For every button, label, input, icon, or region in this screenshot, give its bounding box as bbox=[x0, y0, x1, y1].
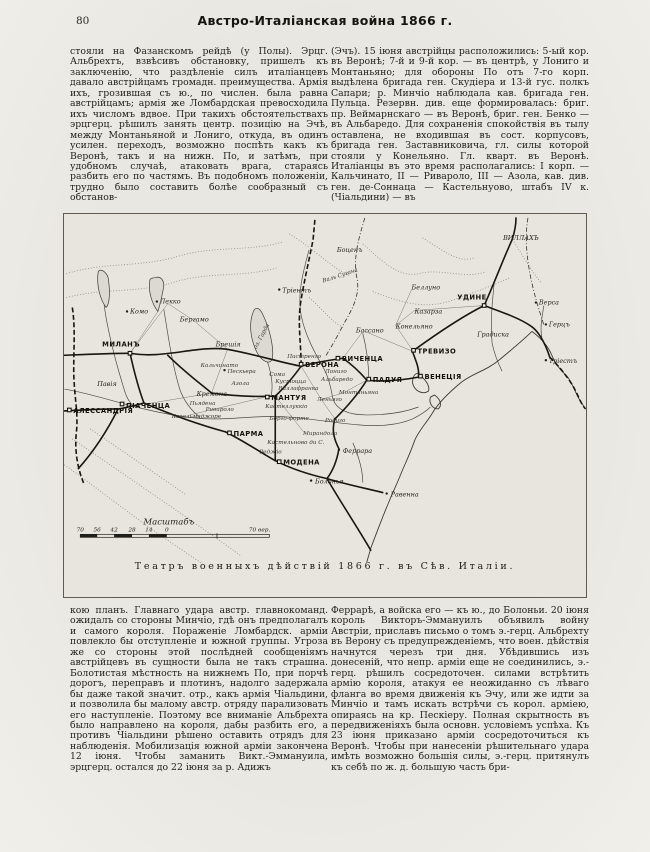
town-marker bbox=[338, 449, 340, 451]
city-marker bbox=[120, 402, 124, 406]
map-label: Беллуно bbox=[411, 283, 441, 292]
city-marker bbox=[367, 377, 371, 381]
map-label: Лониго bbox=[325, 369, 347, 376]
map-label: Леньяго bbox=[317, 397, 342, 404]
map-scale-title: Масштабъ bbox=[143, 517, 195, 528]
map-label: ПАРМА bbox=[233, 429, 264, 438]
town-marker bbox=[535, 301, 537, 303]
map-label: Реджіо bbox=[259, 449, 282, 456]
map-label: Монтаньяна bbox=[338, 390, 379, 397]
map-label: ВИЧЕНЦА bbox=[341, 355, 384, 364]
map-label: Кастеллуккіо bbox=[265, 403, 308, 410]
map-label: Мирандола bbox=[303, 430, 338, 437]
map-label: ВЕРОНА bbox=[305, 361, 340, 370]
map-label: Боценъ bbox=[336, 245, 363, 254]
map-scale-tick: 14 bbox=[145, 527, 153, 534]
town-marker bbox=[310, 479, 312, 481]
map-label: Тріентъ bbox=[282, 286, 312, 295]
town-marker bbox=[156, 300, 158, 302]
map-figure bbox=[63, 213, 587, 598]
map-label: Борго-форте bbox=[269, 415, 309, 422]
page-number: 80 bbox=[76, 15, 90, 27]
map-label: Кастельново ди С. bbox=[267, 439, 325, 446]
city-marker bbox=[419, 374, 423, 378]
map-label: ТРЕВИЗО bbox=[417, 347, 457, 356]
map-scale-tick: 28 bbox=[128, 527, 136, 534]
map-label: Герцъ bbox=[548, 320, 570, 329]
bottom-left-text-column: кою планъ. Главнаго удара австр. главнокоманд. ожидалъ со стороны Минчіо, гдѣ онъ предполагалъ и самого короля. Пораженіе Ломбардск. арміи повлекло бы отступленіе и южной группы. Угроза же со стороны этой послѣдней сообщеніямъ австрійцевъ въ сущности была не такъ страшна. Болотистая мѣстность на нижнемъ По, при порчѣ дорогъ, переправъ и плотинъ, надолго задержала бы даже такой значит. отр., какъ армія Чіальдини, и позволила бы малому австр. отряду парализовать его наступленіе. Поэтому все вниманіе Альбрехта было направлено на короля, дабы разбить его, а противъ Чіальдини рѣшено оставить отрядъ для наблюденія. Мобилизація южной арміи закончена 12 іюня. Чтобы заманить Викт.-Эммануила, эрцгерц. остался до 22 іюня за р. Адижъ bbox=[70, 606, 328, 773]
bottom-right-text-column: Феррарѣ, а войска его — къ ю., до Болоньи. 20 іюня король Викторъ-Эммануилъ объявилъ войну Австріи, приславъ письмо о томъ э.-герц. Альбрехту въ Верону съ предупрежденіемъ, что воен. дѣйствія начнутся черезъ три дня. Убѣдившись изъ донесеній, что непр. арміи еще не соединились, э.-герц. рѣшилъ сосредоточен. силами встрѣтить армію короля, атакуя ее неожиданно съ лѣваго фланга во время движенія къ Эчу, или же идти за Минчіо и тамъ искать встрѣчи съ корол. арміею, опираясь на кр. Пескіеру. Полная скрытность въ передвиженіяхъ была основн. условіемъ успѣха. Къ 23 іюня приказано арміи сосредоточиться къ Веронѣ. Чтобы при нанесеніи рѣшительнаго удара имѣть возможно большія силы, э.-герц. притянулъ къ себѣ по ж. д. большую часть бри- bbox=[331, 606, 589, 773]
map-label: УДИНЕ bbox=[457, 293, 487, 302]
town-marker bbox=[278, 288, 280, 290]
map-label: Кустоцца bbox=[275, 379, 307, 386]
page-title: Австро-Италіанская война 1866 г. bbox=[197, 13, 453, 28]
map-label: Феррара bbox=[342, 446, 373, 455]
top-right-text-column: (Эчъ). 15 іюня австрійцы расположились: 5-ый кор. въ Веронѣ; 7-й и 9-й кор. — въ центрѣ, у Лониго и Монтаньяно; для обороны По отъ 7-го корп. выдѣлена бригада ген. Скудіера и 13-й гус. полкъ Сапари; р. Минчіо наблюдала кав. бригада ген. Пульца. Резервн. див. еще формировалась: бриг. пр. Веймарнскаго — въ Веронѣ, бриг. ген. Бенко — въ Альбаредо. Для сохраненія спокойствія въ тылу оставлена, не входившая въ сост. корпусовъ, бригада ген. Заставниковича, гл. силы которой стояли у Конельяно. Гл. кварт. въ Веронѣ. Италіанцы въ это время располагались: I корп. — Кальчинато, II — Ривароло, III — Азола, кав. див. ген. де-Соннаца — Кастельнуово, штабъ IV к. (Чіальдини) — въ bbox=[331, 47, 589, 204]
map-label: Альбаредо bbox=[321, 377, 353, 384]
map-label: Казарза bbox=[414, 307, 443, 316]
map-label: Кремона bbox=[196, 390, 227, 399]
map-scale-unit: 70 вер. bbox=[248, 527, 271, 534]
town-marker bbox=[545, 323, 547, 325]
map-label: ВЕНЕЦІЯ bbox=[424, 373, 462, 382]
map-label: Равенна bbox=[390, 490, 419, 499]
map-scale-tick: 56 bbox=[93, 527, 101, 534]
map-graphic bbox=[64, 214, 586, 597]
town-marker bbox=[223, 369, 225, 371]
map-label: Брешія bbox=[215, 340, 241, 349]
map-label: ВИЛЛАХЪ bbox=[503, 233, 539, 242]
city-marker bbox=[128, 351, 132, 355]
map-label: ПАДУЯ bbox=[372, 376, 403, 385]
city-marker bbox=[482, 304, 486, 308]
town-marker bbox=[126, 310, 128, 312]
map-label: Лекко bbox=[159, 297, 181, 306]
map-scale-tick: 0 bbox=[164, 527, 169, 534]
scale-bar bbox=[80, 533, 269, 538]
city-marker bbox=[336, 356, 340, 360]
coastline bbox=[367, 331, 586, 562]
city-marker bbox=[412, 348, 416, 352]
map-label: АЛЕССАНДРІЯ bbox=[73, 406, 134, 415]
map-label: Пастренго bbox=[287, 354, 321, 361]
map-label: МОДЕНА bbox=[283, 458, 320, 467]
map-label: Болонья bbox=[315, 477, 344, 486]
city-marker bbox=[277, 460, 281, 464]
top-left-text-column: стояли на Фазанскомъ рейдѣ (у Полы). Эрцг. Альбрехтъ, взвѣсивъ обстановку, пришелъ къ заключенію, что раздѣленіе силъ италіанцевъ давало австрійцамъ громадн. преимущества. Армія ихъ, грозившая съ ю., по числен. была равна австрійцамъ; армія же Ломбардская превосходила ихъ числомъ вдвое. При такихъ обстоятельствахъ эрцгерц. рѣшилъ занять центр. позицію на Эчѣ, между Монтаньяной и Лониго, откуда, въ одинъ усилен. переходъ, возможно поспѣть какъ къ Веронѣ, такъ и на нижн. По, и затѣмъ, при удобномъ случаѣ, атаковать врага, стараясь разбить его по частямъ. Въ подобномъ положеніи, трудно было составить болѣе сообразный съ обстанов- bbox=[70, 47, 328, 204]
map-label: МИЛАНЪ bbox=[102, 340, 141, 349]
map-label: Бергамо bbox=[179, 315, 209, 324]
map-label: Павія bbox=[97, 380, 117, 389]
city-marker bbox=[299, 362, 303, 366]
map-label: Верса bbox=[538, 298, 560, 307]
map-label: Кальчинато bbox=[200, 363, 239, 370]
map-label: Пьядена bbox=[189, 401, 216, 408]
map-label: Валь Сугана bbox=[321, 267, 359, 285]
map-caption: Театръ военныхъ дѣйствій 1866 г. въ Сѣв. Италіи. bbox=[134, 561, 516, 573]
map-label: МАНТУЯ bbox=[271, 394, 307, 403]
map-label: Виллафранка bbox=[278, 386, 319, 393]
map-label: Бассано bbox=[355, 326, 384, 335]
map-label: Ривароло bbox=[205, 406, 234, 413]
city-marker bbox=[266, 395, 270, 399]
map-label: Конельяно bbox=[395, 322, 433, 331]
map-label: Ровиго bbox=[325, 417, 346, 424]
town-marker bbox=[385, 492, 387, 494]
map-label: Тріестъ bbox=[548, 357, 578, 366]
map-label: ПІАЧЕНЦА bbox=[126, 401, 171, 410]
map-label: Сома bbox=[269, 372, 286, 379]
map-label: Азола bbox=[231, 381, 250, 388]
map-label: Казальмаджоре bbox=[171, 413, 222, 420]
map-label: Комо bbox=[130, 307, 149, 316]
railways bbox=[64, 218, 585, 550]
map-scale-tick: 70 bbox=[76, 527, 84, 534]
map-scale-tick: 42 bbox=[110, 527, 118, 534]
town-marker bbox=[545, 359, 547, 361]
city-marker bbox=[68, 408, 72, 412]
map-label: Градиска bbox=[477, 330, 510, 339]
map-label: Пескьера bbox=[227, 369, 256, 376]
city-marker bbox=[228, 431, 232, 435]
map-label: оз. Гарда bbox=[252, 322, 272, 351]
